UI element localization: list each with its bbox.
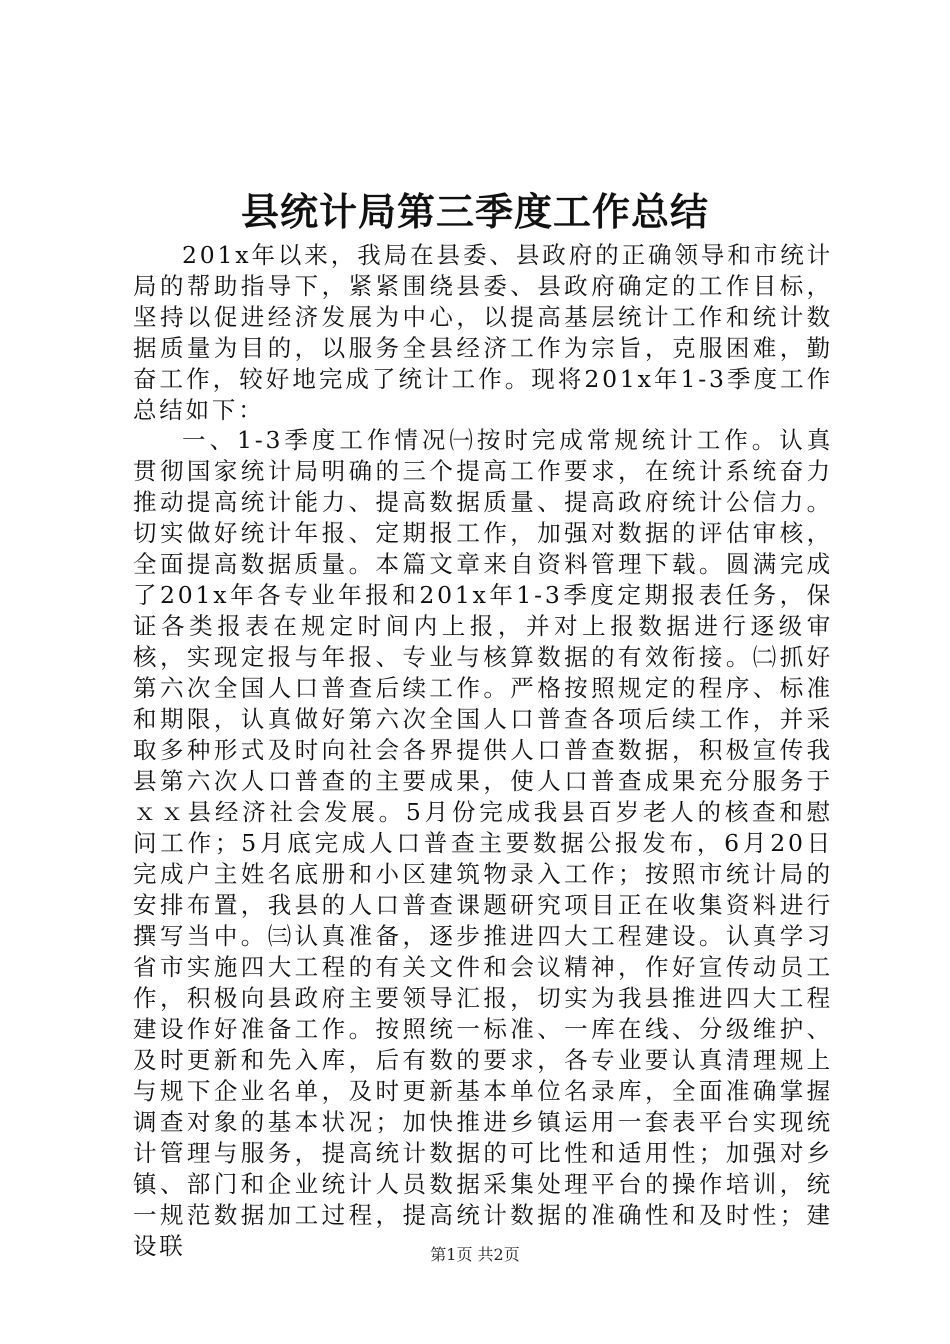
work-summary-paragraph: 一、1-3季度工作情况㈠按时完成常规统计工作。认真贯彻国家统计局明确的三个提高工作要求，在统计系统奋力推动提高统计能力、提高数据质量、提高政府统计公信力。切实做好统计年报、定期报工作，加强对数据的评估审核，全面提高数据质量。本篇文章来自资料管理下载。圆满完成了201x年各专业年报和201x年1-3季度定期报表任务，保证各类报表在规定时间内上报，并对上报数据进行逐级审核，实现定报与年报、专业与核算数据的有效衔接。㈡抓好第六次全国人口普查后续工作。严格按照规定的程序、标准和期限，认真做好第六次全国人口普查各项后续工作，并采取多种形式及时向社会各界提供人口普查数据，积极宣传我县第六次人口普查的主要成果，使人口普查成果充分服务于ｘｘ县经济社会发展。5月份完成我县百岁老人的核查和慰问工作；5月底完成人口普查主要数据公报发布，6月20日完成户主姓名底册和小区建筑物录入工作；按照市统计局的安排布置，我县的人口普查课题研究项目正在收集资料进行撰写当中。㈢认真准备，逐步推进四大工程建设。认真学习省市实施四大工程的有关文件和会议精神，作好宣传动员工作，积极向县政府主要领导汇报，切实为我县推进四大工程建设作好准备工作。按照统一标准、一库在线、分级维护、及时更新和先入库，后有数的要求，各专业要认真清理规上与规下企业名单，及时更新基本单位名录库，全面准确掌握调查对象的基本状况；加快推进乡镇运用一套表平台实现统计管理与服务，提高统计数据的可比性和适用性；加强对乡镇、部门和企业统计人员数据采集处理平台的操作培训，统一规范数据加工过程，提高统计数据的准确性和及时性；建设联 <box>133 426 833 1260</box>
document-title: 县统计局第三季度工作总结 <box>240 190 709 234</box>
page-indicator: 第1页 共2页 <box>430 1245 520 1264</box>
intro-paragraph: 201x年以来，我局在县委、县政府的正确领导和市统计局的帮助指导下，紧紧围绕县委、县政府确定的工作目标，坚持以促进经济发展为中心，以提高基层统计工作和统计数据质量为目的，以服务全县经济工作为宗旨，克服困难，勤奋工作，较好地完成了统计工作。现将201x年1-3季度工作总结如下： <box>133 241 833 424</box>
